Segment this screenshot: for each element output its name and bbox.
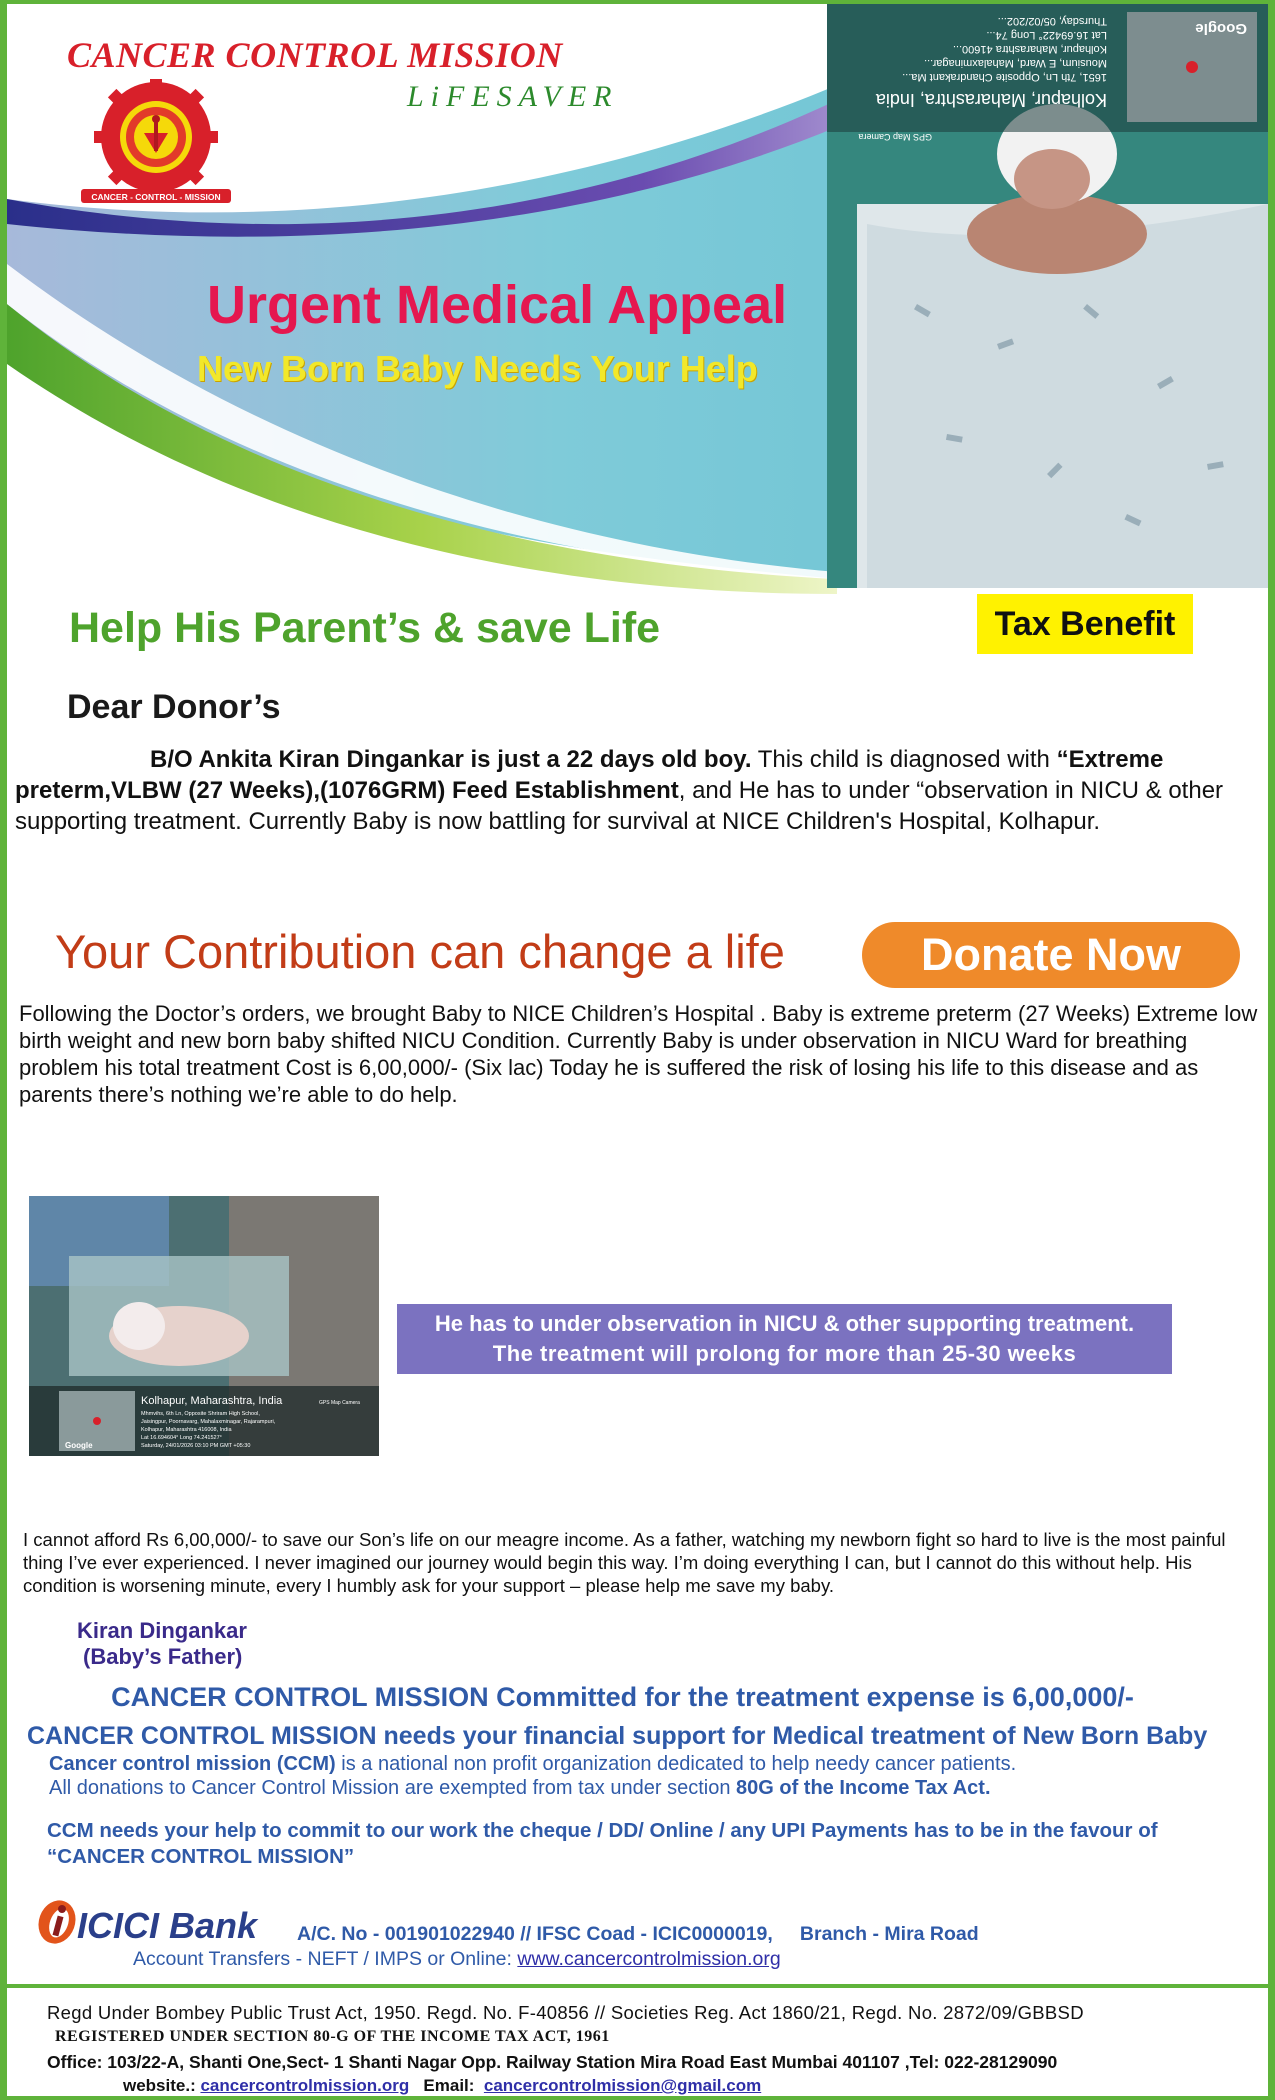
bank-transfer-prefix: Account Transfers - NEFT / IMPS or Online:: [133, 1948, 518, 1970]
commitment-statement: CANCER CONTROL MISSION Committed for the treatment expense is 6,00,000/-: [111, 1682, 1134, 1712]
bank-account-line: [297, 1923, 979, 1946]
footer-contacts: [123, 2076, 761, 2096]
help-heading: Help His Parent’s & save Life: [69, 604, 661, 652]
about-ccm-text-2: All donations to Cancer Control Mission are exempted from tax under section: [49, 1777, 737, 1799]
intro-text-a: This child is diagnosed with: [751, 746, 1057, 773]
intro-paragraph: [15, 744, 1265, 837]
about-ccm-section: 80G of the Income Tax Act.: [736, 1777, 991, 1799]
support-statement: CANCER CONTROL MISSION needs your financial support for Medical treatment of New Born Baby: [27, 1722, 1208, 1750]
nicu-notice-box: [397, 1304, 1172, 1374]
photo-app-label: GPS Map Camera: [858, 132, 932, 142]
father-message: I cannot afford Rs 6,00,000/- to save our Son’s life on our meagre income. As a father, watching my newborn fight so hard to live is the most painful thing I’ve ever experienced. I never imagined our journey would begin this way. I’m doing everything I can, but I cannot do this without help. His condition is worsening minute, every I humbly ask for your support – please help me save my baby.: [23, 1529, 1226, 1596]
logo-bottom-text: CANCER - CONTROL - MISSION: [91, 192, 221, 202]
photo-address-2: Mousium, E Ward, Mahalaxminagar...: [924, 57, 1107, 69]
footer-email-link[interactable]: cancercontrolmission@gmail.com: [483, 2076, 762, 2095]
bank-name: ICICI Bank: [77, 1905, 258, 1946]
photo-location: Kolhapur, Maharashtra, India: [875, 90, 1107, 110]
appeal-subtitle: New Born Baby Needs Your Help: [197, 348, 758, 389]
bank-branch: Branch - Mira Road: [799, 1923, 979, 1945]
brand-tagline: LiFESAVER: [407, 80, 619, 113]
nicu-line-1: He has to under observation in NICU & other supporting treatment.: [434, 1311, 1135, 1336]
footer-80g-registration: REGISTERED UNDER SECTION 80-G OF THE INCOME TAX ACT, 1961: [55, 2028, 610, 2045]
contribution-heading: Your Contribution can change a life: [55, 925, 785, 978]
intro-bold-diagnosis: “Extreme preterm,VLBW (27 Weeks),(1076GRM) Feed Establishment: [15, 746, 1164, 804]
baby-photo-top: [827, 4, 1268, 588]
photo-date: Thursday, 05/02/202...: [997, 15, 1107, 27]
footer-divider: [7, 1984, 1268, 1988]
brand-title: CANCER CONTROL MISSION: [67, 35, 563, 75]
mid-photo-address-3: Kolhapur, Maharashtra 416008, India: [141, 1427, 232, 1433]
mid-photo-location: Kolhapur, Maharashtra, India: [141, 1395, 283, 1407]
footer-website-label: website.:: [123, 2076, 201, 2095]
photo-google-brand: Google: [1195, 20, 1247, 37]
mid-photo-app-label: GPS Map Camera: [319, 1400, 360, 1406]
icici-bank-logo: [35, 1894, 297, 1950]
footer-email-label: Email:: [409, 2076, 484, 2095]
salutation: Dear Donor’s: [67, 688, 281, 726]
footer-registration: Regd Under Bombey Public Trust Act, 1950. Regd. No. F-40856 // Societies Reg. Act 1860/21, Regd. No. 2872/09/GBBSD: [47, 2002, 1084, 2023]
photo-address-1: 1651, 7th Ln, Opposite Chandrakant Ma...: [902, 71, 1107, 83]
mid-photo-address-2: Jaisingpur, Poornavarg, Mahalaxminagar, Rajarampuri,: [141, 1419, 276, 1425]
bank-account: A/C. No - 001901022940 // IFSC Coad - ICIC0000019,: [297, 1923, 773, 1945]
donate-now-button[interactable]: Donate Now: [862, 922, 1240, 988]
baby-photo-nicu: [29, 1196, 379, 1456]
bank-transfer-line: [133, 1948, 781, 1971]
mid-photo-address-1: Mhmvihs, 6th Ln, Opposite Shriram High School,: [141, 1411, 260, 1417]
tax-benefit-badge: Tax Benefit: [977, 594, 1193, 654]
father-name: Kiran Dingankar: [77, 1618, 247, 1643]
about-ccm-text-1: is a national non profit organization dedicated to help needy cancer patients.: [335, 1753, 1017, 1775]
story-paragraph: Following the Doctor’s orders, we brought Baby to NICE Children’s Hospital . Baby is extreme preterm (27 Weeks) Extreme low birth weight and new born baby shifted NICU Condition. Currently Baby is under observation in NICU Ward for breathing problem his total treatment Cost is 6,00,000/- (Six lac) Today he is suffered the risk of losing his life to this disease and as parents there’s nothing we’re able to do help.: [19, 1001, 1258, 1107]
appeal-title: Urgent Medical Appeal: [207, 275, 788, 335]
mid-photo-date: Saturday, 24/01/2026 03:10 PM GMT +05:30: [141, 1443, 251, 1449]
father-role: (Baby’s Father): [83, 1644, 243, 1669]
cancer-control-logo: [71, 79, 241, 204]
photo-address-3: Kolhapur, Maharashtra 41600...: [952, 43, 1107, 55]
mid-photo-google-brand: Google: [65, 1441, 93, 1450]
bank-website-link[interactable]: www.cancercontrolmission.org: [517, 1948, 781, 1970]
about-ccm: [49, 1752, 1249, 1800]
footer-website-link[interactable]: cancercontrolmission.org: [200, 2076, 410, 2095]
mid-photo-coords: Lat 16.694604° Long 74.241527°: [141, 1435, 222, 1441]
footer-office-address: Office: 103/22-A, Shanti One,Sect- 1 Shanti Nagar Opp. Railway Station Mira Road East Mumbai 401107 ,Tel: 022-28129090: [47, 2052, 1058, 2072]
intro-bold-lead: B/O Ankita Kiran Dingankar is just a 22 days old boy.: [150, 746, 752, 773]
about-ccm-name: Cancer control mission (CCM): [49, 1753, 336, 1775]
nicu-line-2: The treatment will prolong for more than 25-30 weeks: [492, 1341, 1077, 1366]
cheque-note: CCM needs your help to commit to our work the cheque / DD/ Online / any UPI Payments has to be in the favour of “CANCER CONTROL MISSION”: [47, 1819, 1158, 1868]
intro-text-b: , and He has to under “observation in NICU & other supporting treatment. Currently Baby is now battling for survival at NICE Children's Hospital, Kolhapur.: [15, 777, 1224, 835]
photo-coords: Lat 16.69422° Long 74...: [986, 29, 1107, 41]
